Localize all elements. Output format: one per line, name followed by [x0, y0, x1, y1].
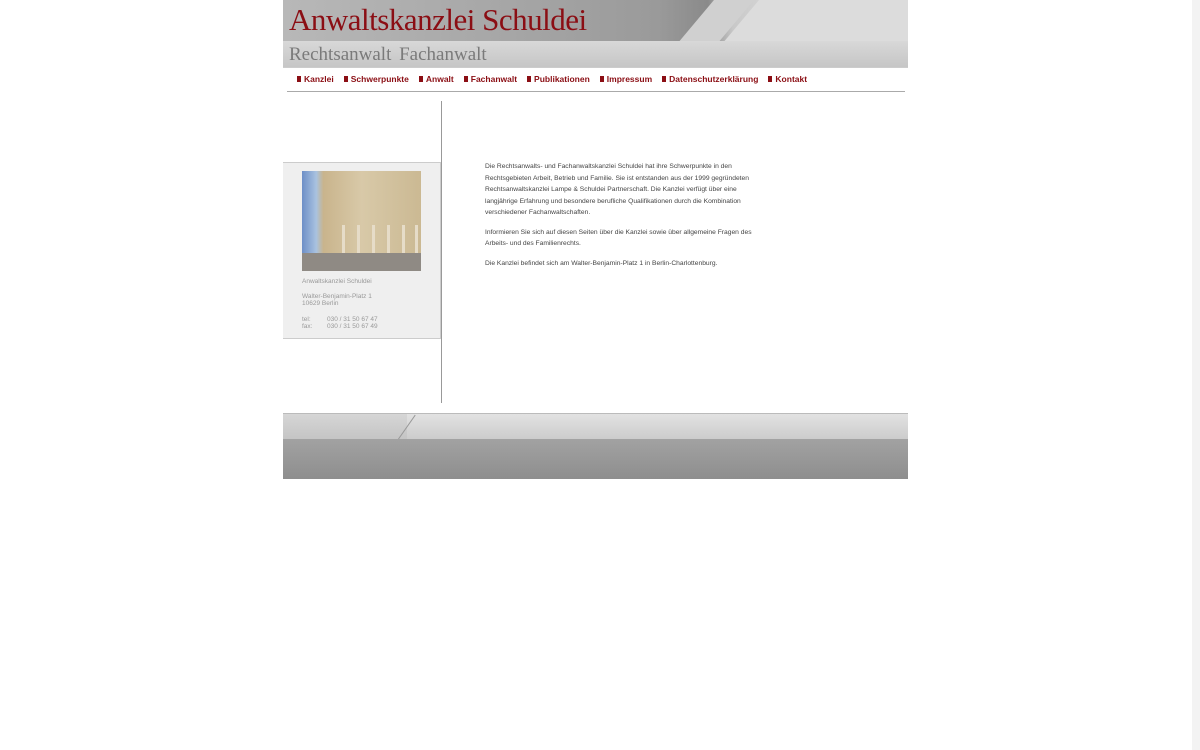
nav-anwalt[interactable] [419, 74, 454, 84]
bullet-icon [527, 76, 531, 82]
nav-schwerpunkte[interactable] [344, 74, 409, 84]
header-banner [283, 0, 908, 41]
nav-label: Anwalt [425, 74, 454, 84]
intro-paragraph: Die Rechtsanwalts- und Fachanwaltskanzlei Schuldei hat ihre Schwerpunkte in den Rechtsgebieten Arbeit, Betrieb und Familie. Sie ist entstanden aus der 1999 gegründeten Rechtsanwaltskanzlei Lampe & Schuldei Partnerschaft. Die Kanzlei verfügt über eine langjährige Erfahrung und besondere berufliche Qualifikationen durch die Kombination verschiedener Fachanwaltschaften. [485, 163, 749, 216]
nav-label: Impressum [606, 74, 653, 84]
main-nav [297, 74, 807, 84]
fax-label: fax: [302, 323, 313, 330]
scrollbar[interactable] [1192, 0, 1200, 750]
nav-kontakt[interactable] [768, 74, 807, 84]
nav-divider [287, 91, 905, 92]
tel-number: 030 / 31 50 67 47 [327, 316, 378, 323]
building-photo [302, 171, 421, 271]
bullet-icon [297, 76, 301, 82]
nav-kanzlei[interactable] [297, 74, 334, 84]
footer-bottom [283, 439, 908, 479]
contact-street: Walter-Benjamin-Platz 1 [302, 293, 372, 300]
bullet-icon [662, 76, 666, 82]
nav-datenschutz[interactable] [662, 74, 758, 84]
nav-label: Fachanwalt [470, 74, 518, 84]
location-paragraph: Die Kanzlei befindet sich am Walter-Benjamin-Platz 1 in Berlin-Charlottenburg. [485, 259, 718, 267]
bullet-icon [344, 76, 348, 82]
nav-publikationen[interactable] [527, 74, 590, 84]
nav-label: Kanzlei [304, 74, 334, 84]
nav-label: Datenschutzerklärung [669, 74, 759, 84]
bullet-icon [768, 76, 772, 82]
nav-label: Kontakt [775, 74, 808, 84]
subheader [283, 41, 908, 68]
nav-impressum[interactable] [600, 74, 652, 84]
contact-city: 10629 Berlin [302, 300, 339, 307]
bullet-icon [419, 76, 423, 82]
contact-box [283, 162, 441, 339]
nav-label: Publikationen [534, 74, 590, 84]
nav-label: Schwerpunkte [350, 74, 409, 84]
bullet-icon [464, 76, 468, 82]
info-paragraph: Informieren Sie sich auf diesen Seiten über die Kanzlei sowie über allgemeine Fragen des Arbeits- und des Familienrechts. [485, 228, 752, 247]
site-title[interactable]: Anwaltskanzlei Schuldei [289, 2, 587, 37]
fax-number: 030 / 31 50 67 49 [327, 323, 378, 330]
main-content [485, 161, 770, 277]
tel-label: tel: [302, 316, 311, 323]
bullet-icon [600, 76, 604, 82]
nav-fachanwalt[interactable] [464, 74, 517, 84]
site-subtitle: Rechtsanwalt Fachanwalt [289, 44, 487, 65]
contact-name: Anwaltskanzlei Schuldei [302, 278, 372, 285]
column-divider [441, 101, 442, 403]
footer-top [283, 413, 908, 440]
